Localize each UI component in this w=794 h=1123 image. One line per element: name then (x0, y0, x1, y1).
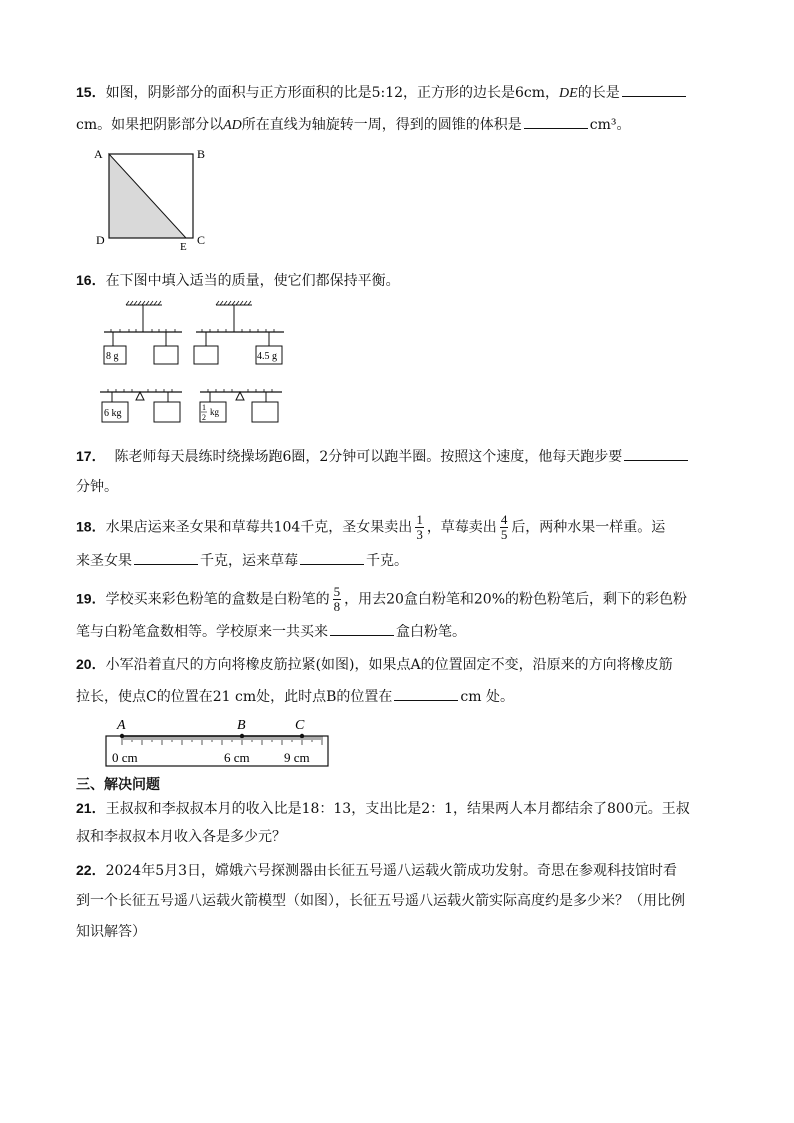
q15-line2 (76, 114, 631, 136)
q18-line2 (76, 550, 408, 571)
q16-text: 在下图中填入适当的质量，使它们都保持平衡。 (105, 273, 400, 289)
q19-text-a: 学校买来彩色粉笔的盒数是白粉笔的 (105, 591, 330, 608)
question-number: 21． (76, 800, 106, 816)
q20-text-1: 小军沿着直尺的方向将橡皮筋拉紧(如图)，如果点A的位置固定不变，沿原来的方向将橡皮筋 (105, 657, 673, 673)
q15-line1 (76, 82, 688, 104)
section-heading: 三、解决问题 (76, 777, 160, 793)
q21-line1 (76, 798, 690, 819)
answer-blank[interactable] (394, 686, 458, 701)
question-number: 17． (76, 448, 106, 464)
q22-line1 (76, 860, 677, 881)
blank-box (154, 346, 178, 364)
q22-text-1: 2024年5月3日，嫦娥六号探测器由长征五号遥八运载火箭成功发射。奇思在参观科技馆时看 (105, 863, 678, 879)
q18-text-b: ，草莓卖出 (426, 519, 497, 536)
q16-line (76, 270, 400, 291)
weight-4-5g: 4.5 g (257, 351, 277, 362)
q18-line1 (76, 513, 665, 542)
q21-line2 (76, 827, 286, 847)
q17-text-2: 分钟。 (76, 479, 118, 495)
q15-text-2b: 所在直线为轴旋转一周，得到的圆锥的体积是 (241, 117, 522, 133)
q19-line1 (76, 585, 687, 614)
q20-text-2b: cm 处。 (460, 689, 514, 705)
weight-frac-num: 1 (202, 403, 206, 412)
question-number: 19． (76, 590, 106, 607)
weight-frac-den: 2 (202, 413, 206, 422)
question-number: 22． (76, 862, 106, 878)
square-figure (90, 142, 220, 252)
tick-9cm: 9 cm (284, 750, 310, 765)
q19-line2 (76, 621, 466, 642)
label-C: C (197, 233, 206, 247)
q18-text-c: 后，两种水果一样重。运 (511, 519, 666, 536)
q18-text-2c: 千克。 (366, 553, 408, 569)
q21-text-2: 叔和李叔叔本月收入各是多少元？ (76, 829, 286, 845)
question-number: 16． (76, 272, 106, 288)
q19-text-b: ，用去20盒白粉笔和20%的粉色粉笔后，剩下的彩色粉 (344, 591, 688, 608)
q15-text-1a: 如图，阴影部分的面积与正方形面积的比是5:12，正方形的边长是6cm， (105, 85, 560, 101)
q15-de: DE (559, 86, 578, 101)
q20-line2 (76, 686, 514, 707)
q15-ad: AD (223, 118, 242, 133)
label-D: D (96, 233, 105, 247)
blank-box (194, 346, 218, 364)
answer-blank[interactable] (622, 82, 686, 97)
tick-6cm: 6 cm (224, 750, 250, 765)
fraction: $\frac{4}{5}$ (500, 512, 508, 542)
label-A: A (94, 147, 103, 161)
answer-blank[interactable] (134, 550, 198, 565)
q15-text-2c: cm³。 (589, 117, 631, 133)
question-number: 20． (76, 656, 106, 672)
q17-line1 (76, 446, 690, 467)
question-number: 15． (76, 84, 106, 100)
balance-figure (96, 300, 296, 430)
tick-0cm: 0 cm (112, 750, 138, 765)
q19-text-2b: 盒白粉笔。 (396, 624, 466, 640)
weight-8g: 8 g (106, 351, 119, 362)
q20-line1 (76, 654, 673, 675)
q22-line3 (76, 922, 146, 942)
weight-6kg: 6 kg (104, 408, 122, 419)
ruler-figure (104, 714, 334, 770)
weight-kg-unit: kg (210, 407, 219, 417)
q15-text-2a: cm。如果把阴影部分以 (76, 117, 224, 133)
fraction: $\frac{1}{3}$ (416, 512, 423, 542)
q15-text-1b: 的长是 (577, 85, 620, 101)
label-B: B (197, 147, 206, 161)
q18-text-a: 水果店运来圣女果和草莓共104千克，圣女果卖出 (105, 519, 413, 536)
point-A: A (117, 718, 126, 733)
answer-blank[interactable] (524, 114, 588, 129)
blank-box (154, 402, 180, 422)
q19-text-2a: 笔与白粉笔盒数相等。学校原来一共买来 (76, 624, 328, 640)
q17-line2 (76, 477, 118, 497)
blank-box (252, 402, 278, 422)
question-number: 18． (76, 518, 106, 535)
point-B: B (237, 718, 246, 733)
q22-text-2: 到一个长征五号遥八运载火箭模型（如图），长征五号遥八运载火箭实际高度约是多少米？（用比例 (76, 893, 685, 909)
q21-text-1: 王叔叔和李叔叔本月的收入比是18：13，支出比是2：1，结果两人本月都结余了800元。王叔 (105, 801, 690, 817)
point-C: C (295, 718, 305, 733)
answer-blank[interactable] (330, 621, 394, 636)
q22-text-3: 知识解答） (76, 924, 146, 940)
q18-text-2b: 千克，运来草莓 (200, 553, 298, 569)
answer-blank[interactable] (624, 446, 688, 461)
q18-text-2a: 来圣女果 (76, 553, 132, 569)
label-E: E (180, 241, 187, 253)
q20-text-2a: 拉长，使点C的位置在21 cm处，此时点B的位置在 (76, 689, 393, 705)
fraction: $\frac{5}{8}$ (333, 584, 341, 614)
q17-text-1: 陈老师每天晨练时绕操场跑6圈，2分钟可以跑半圈。按照这个速度，他每天跑步要 (114, 449, 623, 465)
answer-blank[interactable] (300, 550, 364, 565)
q22-line2 (76, 891, 685, 911)
